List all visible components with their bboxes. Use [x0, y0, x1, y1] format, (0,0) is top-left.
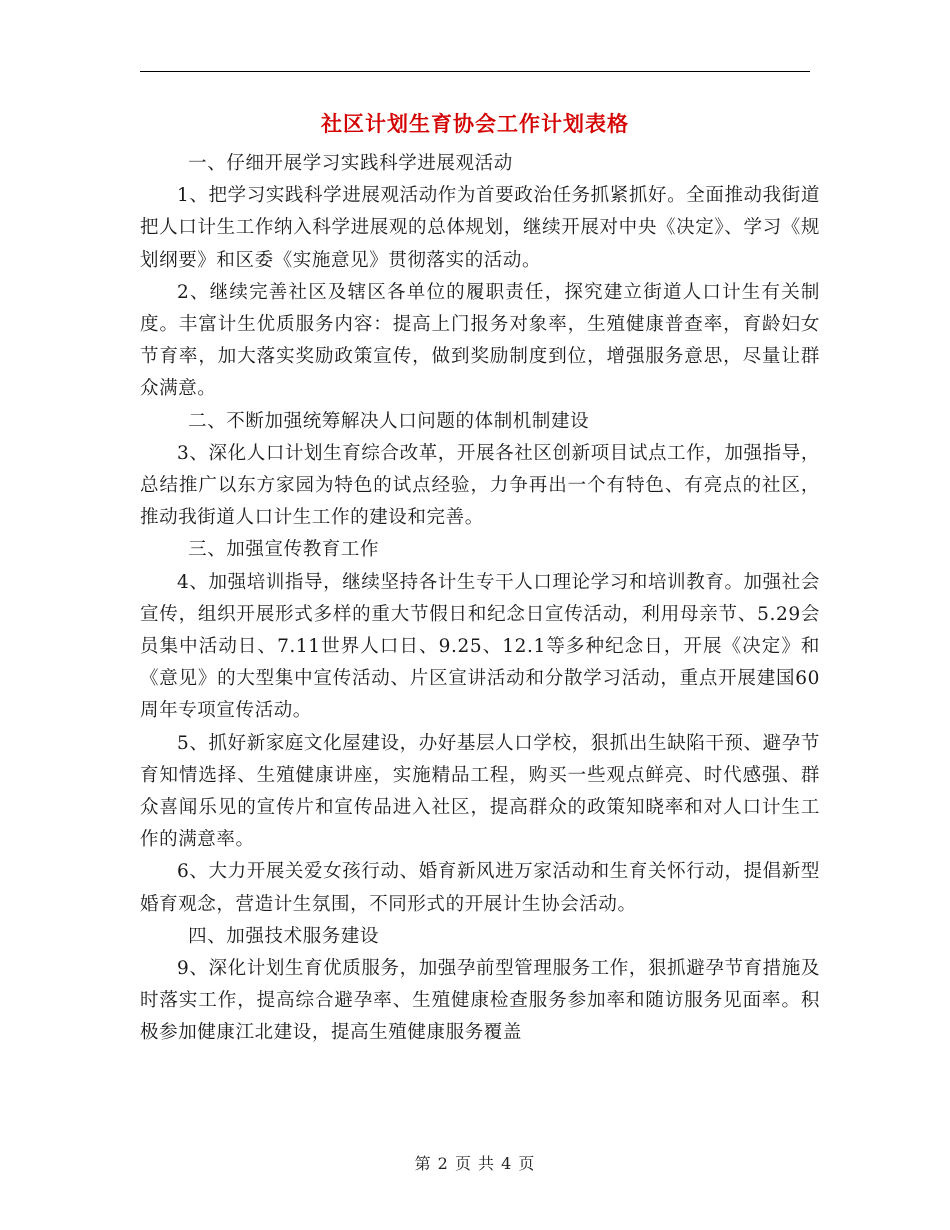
document-body: [140, 148, 820, 1050]
paragraph-9: 9、深化计划生育优质服务，加强孕前型管理服务工作，狠抓避孕节育措施及时落实工作，提高综合避孕率、生殖健康检查服务参加率和随访服务见面率。积极参加健康江北建设，提高生殖健康服务覆盖: [140, 958, 820, 1044]
document-title: 社区计划生育协会工作计划表格: [321, 112, 629, 136]
paragraph-2: 2、继续完善社区及辖区各单位的履职责任，探究建立街道人口计生有关制度。丰富计生优质服务内容：提高上门报务对象率，生殖健康普查率，育龄妇女节育率，加大落实奖励政策宣传，做到奖励制度到位，增强服务意思，尽量让群众满意。: [140, 281, 820, 400]
section-heading-4: 四、加强技术服务建设: [188, 925, 380, 947]
paragraph-3: 3、深化人口计划生育综合改革，开展各社区创新项目试点工作，加强指导，总结推广以东方家园为特色的试点经验，力争再出一个有特色、有亮点的社区，推动我街道人口计生工作的建设和完善。: [140, 442, 820, 529]
page-number: 第 2 页 共 4 页: [414, 1154, 536, 1173]
section-heading-1: 一、仔细开展学习实践科学进展观活动: [188, 153, 513, 174]
header-rule: [140, 71, 810, 72]
paragraph-4: 4、加强培训指导，继续坚持各计生专干人口理论学习和培训教育。加强社会宣传，组织开展形式多样的重大节假日和纪念日宣传活动，利用母亲节、5.29会员集中活动日、7.11世界人口日、9.25、12.1等多种纪念日，开展《决定》和《意见》的大型集中宣传活动、片区宣讲活动和分散学习活动，重点开展建国60周年专项宣传活动。: [140, 571, 820, 722]
paragraph-1: 1、把学习实践科学进展观活动作为首要政治任务抓紧抓好。全面推动我街道把人口计生工作纳入科学进展观的总体规划，继续开展对中央《决定》、学习《规划纲要》和区委《实施意见》贯彻落实的活动。: [140, 185, 820, 271]
section-heading-3: 三、加强宣传教育工作: [188, 539, 380, 561]
paragraph-6: 6、大力开展关爱女孩行动、婚育新风进万家活动和生育关怀行动，提倡新型婚育观念，营造计生氛围，不同形式的开展计生协会活动。: [140, 861, 820, 915]
paragraph-5: 5、抓好新家庭文化屋建设，办好基层人口学校，狠抓出生缺陷干预、避孕节育知情选择、生殖健康讲座，实施精品工程，购买一些观点鲜亮、时代感强、群众喜闻乐见的宣传片和宣传品进入社区，提高群众的政策知晓率和对人口计生工作的满意率。: [140, 732, 820, 851]
section-heading-2: 二、不断加强统筹解决人口问题的体制机制建设: [188, 410, 590, 432]
